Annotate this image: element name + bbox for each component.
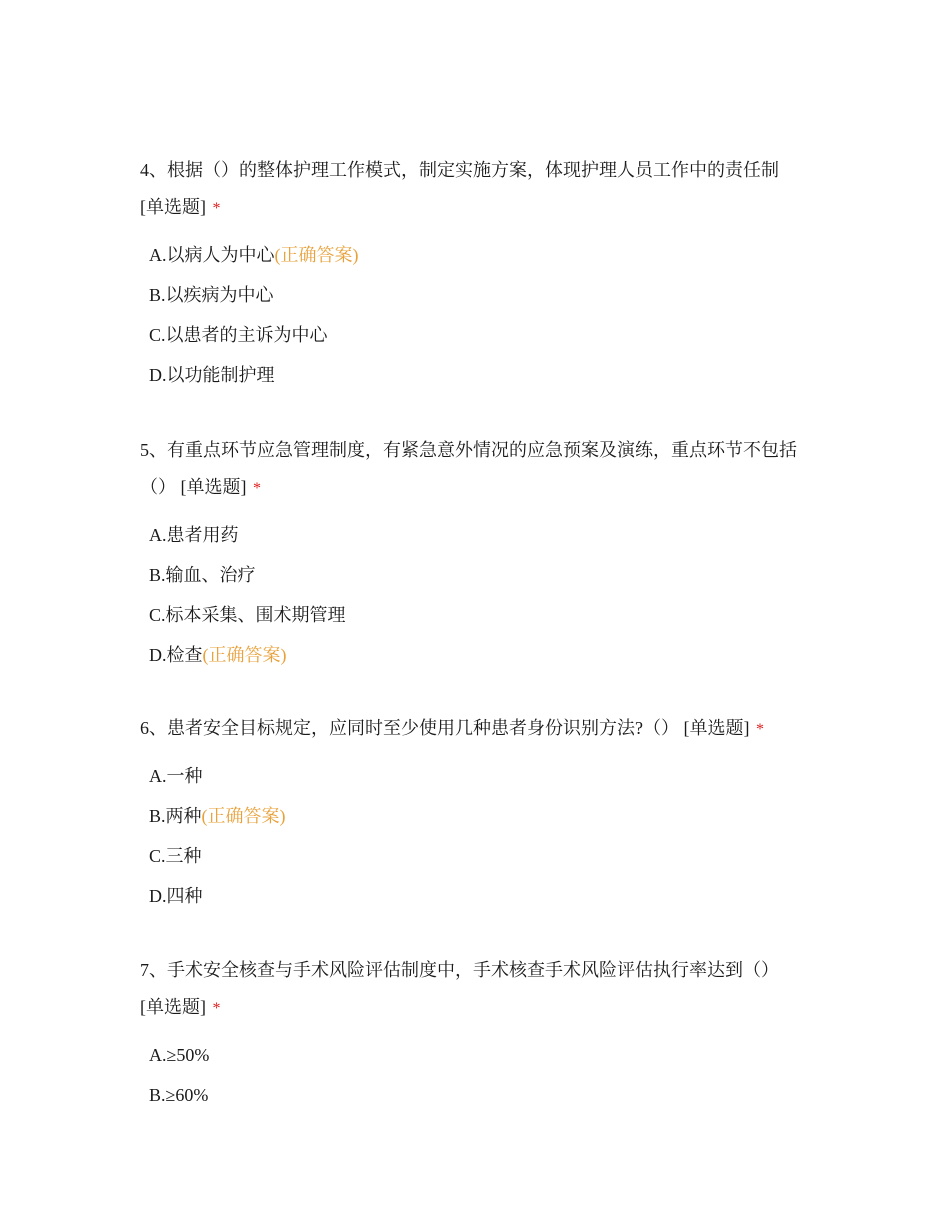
option-c[interactable] — [149, 603, 810, 643]
option-list — [140, 1043, 810, 1123]
required-mark: * — [212, 200, 221, 217]
question-5 — [140, 432, 810, 683]
option-label: B.以疾病为中心 — [149, 285, 274, 305]
option-a[interactable] — [149, 764, 810, 804]
option-label: A.以病人为中心 — [149, 245, 275, 265]
question-title — [140, 152, 810, 227]
option-label: C.标本采集、围术期管理 — [149, 605, 346, 625]
question-7 — [140, 952, 810, 1123]
option-label: D.检查 — [149, 645, 203, 665]
required-mark: * — [253, 480, 261, 497]
option-d[interactable] — [149, 363, 810, 403]
option-label: A.≥50% — [149, 1045, 210, 1065]
question-type: [单选题] — [140, 197, 206, 217]
correct-answer-tag: (正确答案) — [201, 806, 286, 826]
question-6 — [140, 710, 810, 924]
option-label: C.三种 — [149, 846, 202, 866]
option-list — [140, 243, 810, 403]
question-text: 6、患者安全目标规定，应同时至少使用几种患者身份识别方法?（） — [140, 718, 679, 738]
option-label: D.以功能制护理 — [149, 365, 275, 385]
correct-answer-tag: (正确答案) — [274, 245, 359, 265]
question-type: [单选题] — [180, 477, 247, 497]
option-d[interactable] — [149, 884, 810, 924]
question-title — [140, 952, 810, 1027]
question-type: [单选题] — [140, 997, 206, 1017]
question-4 — [140, 152, 810, 403]
option-a[interactable] — [149, 243, 810, 283]
option-c[interactable] — [149, 323, 810, 363]
option-label: D.四种 — [149, 886, 203, 906]
correct-answer-tag: (正确答案) — [202, 645, 287, 665]
option-label: B.两种 — [149, 806, 202, 826]
option-b[interactable] — [149, 804, 810, 844]
option-a[interactable] — [149, 1043, 810, 1083]
required-mark: * — [212, 1000, 221, 1017]
required-mark: * — [756, 721, 764, 738]
option-list — [140, 523, 810, 683]
option-d[interactable] — [149, 643, 810, 683]
option-label: A.一种 — [149, 766, 203, 786]
option-b[interactable] — [149, 563, 810, 603]
question-text: 4、根据（）的整体护理工作模式，制定实施方案，体现护理人员工作中的责任制 — [140, 160, 779, 180]
question-title — [140, 432, 810, 507]
option-c[interactable] — [149, 844, 810, 884]
option-label: B.≥60% — [149, 1085, 209, 1105]
option-label: C.以患者的主诉为中心 — [149, 325, 328, 345]
question-type: [单选题] — [683, 718, 750, 738]
option-b[interactable] — [149, 283, 810, 323]
option-b[interactable] — [149, 1083, 810, 1123]
question-title — [140, 710, 810, 748]
option-list — [140, 764, 810, 924]
question-text: 7、手术安全核查与手术风险评估制度中，手术核查手术风险评估执行率达到（） — [140, 960, 779, 980]
question-text: 5、有重点环节应急管理制度，有紧急意外情况的应急预案及演练，重点环节不包括（） — [140, 440, 797, 497]
option-label: A.患者用药 — [149, 525, 239, 545]
option-label: B.输血、治疗 — [149, 565, 256, 585]
option-a[interactable] — [149, 523, 810, 563]
